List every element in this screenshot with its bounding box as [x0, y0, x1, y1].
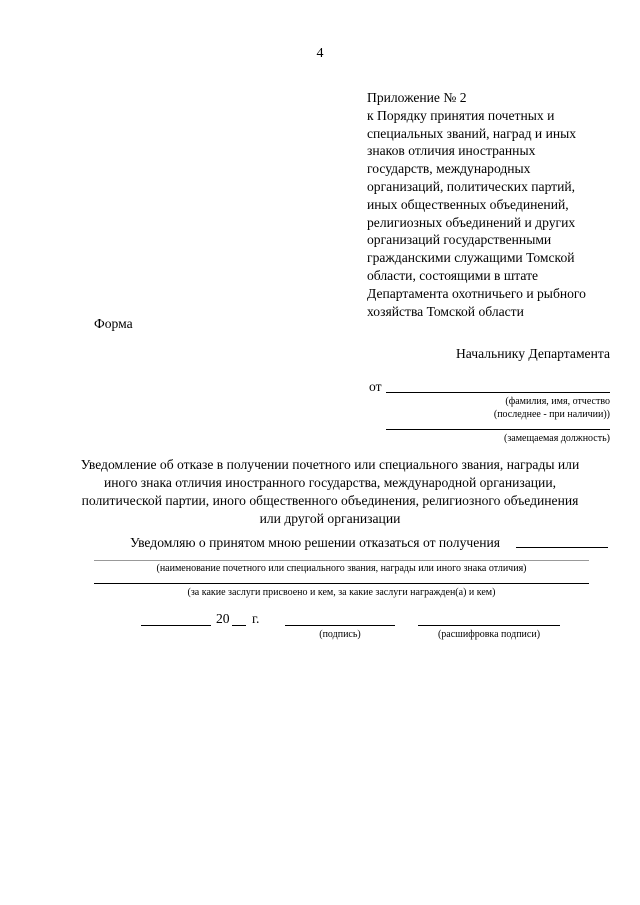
merit-hint: (за какие заслуги присвоено и кем, за какие заслуги награжден(а) и кем): [187, 587, 496, 598]
year-line[interactable]: [232, 625, 246, 626]
year-prefix: 20: [216, 611, 230, 626]
title-line: Уведомление об отказе в получении почетного или специального звания, награды или: [80, 457, 580, 472]
from-label: от: [369, 379, 382, 394]
signature-hint: (подпись): [319, 629, 361, 640]
appendix-line: организаций, политических партий,: [367, 178, 576, 194]
document-title: [80, 456, 580, 528]
title-line: иного знака отличия иностранного государства, международной организации,: [103, 475, 556, 490]
from-name-line[interactable]: [386, 392, 610, 393]
appendix-line: иных общественных объединений,: [367, 196, 569, 212]
appendix-line: к Порядку принятия почетных и: [367, 107, 555, 123]
signature-line[interactable]: [285, 625, 395, 626]
name-hint-1: (фамилия, имя, отчество: [505, 396, 610, 407]
merit-line[interactable]: [94, 583, 589, 584]
title-line: политической партии, иного общественного объединения, религиозного объединения: [81, 493, 579, 508]
year-suffix: г.: [252, 611, 260, 626]
award-line[interactable]: [94, 560, 589, 561]
appendix-block: [367, 89, 617, 320]
date-line[interactable]: [141, 625, 211, 626]
form-label: Форма: [94, 316, 133, 331]
award-inline-line[interactable]: [516, 547, 608, 548]
addressee: Начальнику Департамента: [455, 346, 610, 361]
appendix-line: гражданскими служащими Томской: [367, 250, 575, 266]
award-hint: (наименование почетного или специального звания, награды или иного знака отличия): [156, 563, 527, 574]
appendix-line: Департамента охотничьего и рыбного: [367, 285, 586, 301]
name-hint-2: (последнее - при наличии)): [493, 409, 610, 420]
title-line: или другой организации: [259, 511, 401, 526]
appendix-line: знаков отличия иностранных: [367, 143, 536, 159]
appendix-line: Приложение № 2: [367, 90, 467, 105]
decoding-line[interactable]: [418, 625, 560, 626]
appendix-line: религиозных объединений и других: [367, 214, 576, 230]
appendix-line: специальных званий, наград и иных: [367, 125, 577, 141]
notify-text: Уведомляю о принятом мною решении отказаться от получения: [130, 535, 501, 550]
position-hint: (замещаемая должность): [503, 433, 610, 444]
appendix-line: государств, международных: [367, 161, 531, 177]
appendix-line: области, состоящими в штате: [367, 267, 539, 283]
page-number: 4: [316, 46, 324, 61]
appendix-line: организаций государственными: [367, 232, 552, 248]
decoding-hint: (расшифровка подписи): [437, 629, 541, 640]
appendix-line: хозяйства Томской области: [367, 303, 524, 319]
position-line[interactable]: [386, 429, 610, 430]
